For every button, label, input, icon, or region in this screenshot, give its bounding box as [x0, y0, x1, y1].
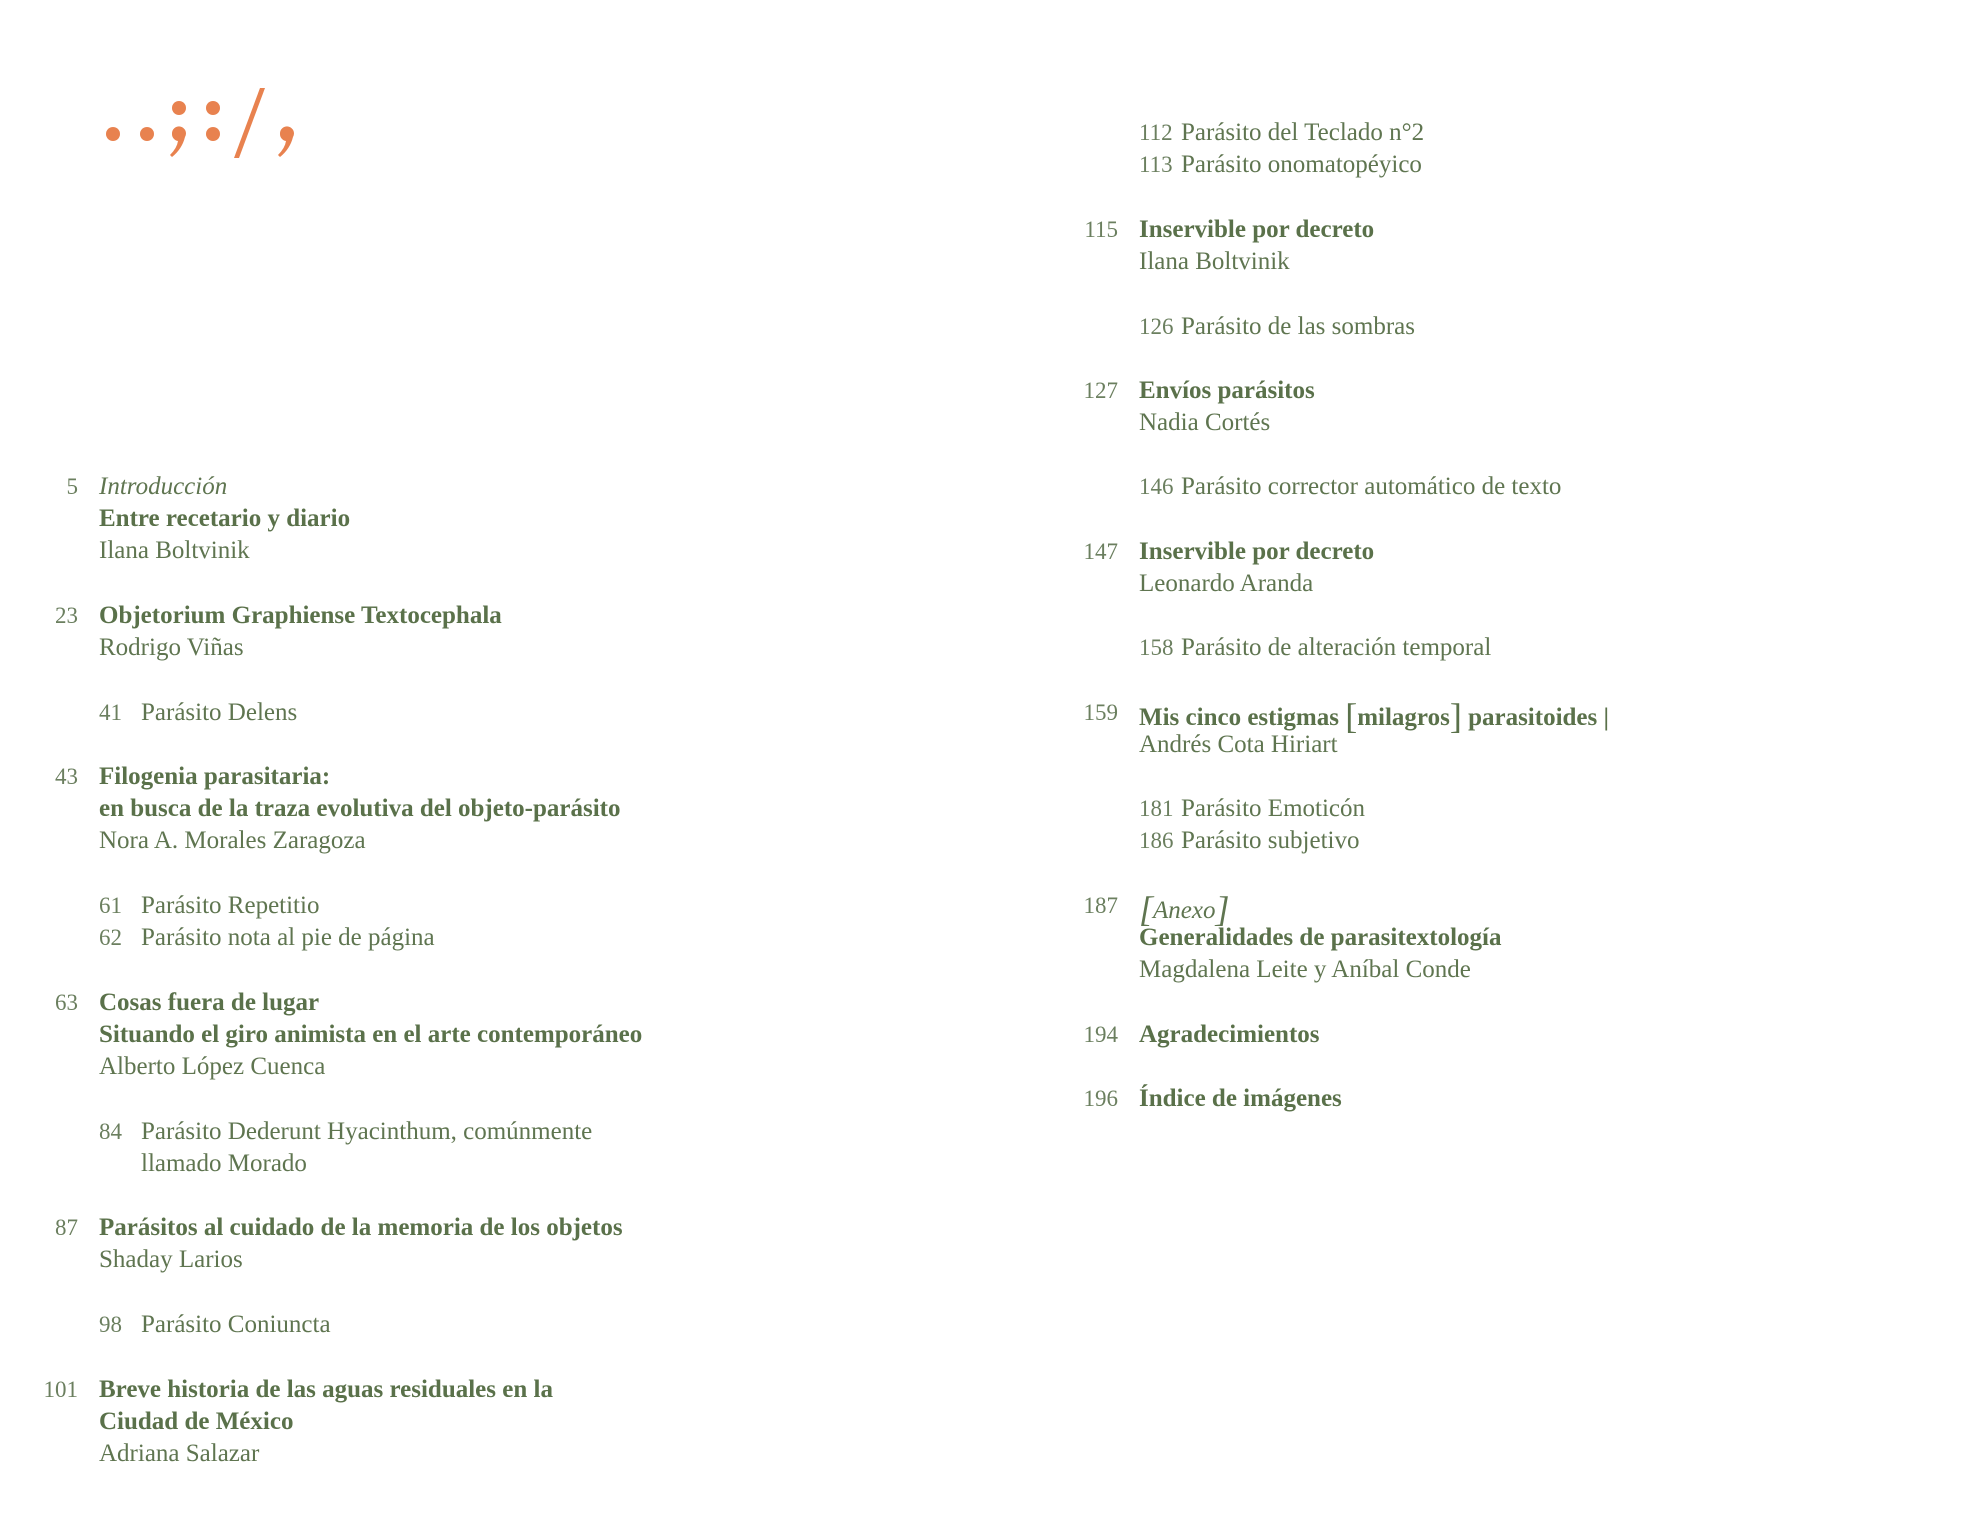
page-number: 187 [1083, 893, 1118, 918]
toc-subentry-delens[interactable] [40, 697, 800, 729]
toc-subentry-coniuncta[interactable] [40, 1309, 800, 1341]
toc-entry-indice-imagenes[interactable] [1080, 1083, 1840, 1115]
toc-entry-filogenia[interactable] [40, 761, 800, 857]
toc-entry-cosas-fuera-de-lugar[interactable] [40, 987, 800, 1083]
subentry-title: Parásito Emoticón [1181, 795, 1365, 822]
page-number: 126 [1139, 314, 1174, 339]
entry-title: Envíos parásitos [1139, 377, 1315, 404]
entry-title: Objetorium Graphiense Textocephala [99, 602, 502, 629]
page-number: 5 [66, 474, 78, 499]
toc-entry-agradecimientos[interactable] [1080, 1019, 1840, 1051]
page-number: 62 [99, 925, 122, 950]
logo-slash [234, 88, 265, 158]
entry-author: Ilana Boltvinik [1139, 248, 1290, 275]
subentry-title: Parásito de las sombras [1181, 313, 1415, 340]
subentry-title-continued: llamado Morado [141, 1150, 307, 1177]
toc-entry-mis-cinco-estigmas[interactable] [1080, 697, 1840, 761]
toc-subentry-sombras[interactable] [1080, 311, 1840, 343]
page-number: 181 [1139, 796, 1174, 821]
entry-title: Entre recetario y diario [99, 505, 351, 532]
toc-subentry-teclado[interactable] [1080, 117, 1840, 149]
logo-colon-dot-1 [206, 101, 220, 115]
close-bracket: ] [1215, 889, 1230, 929]
page-number: 23 [55, 603, 78, 628]
page-number: 113 [1139, 152, 1173, 177]
title-part-a: Mis cinco estigmas [1139, 704, 1339, 731]
subentry-title: Parásito Delens [141, 699, 298, 726]
subentry-title: Parásito de alteración temporal [1181, 634, 1492, 661]
entry-author: Ilana Boltvinik [99, 537, 250, 564]
logo-dot-1 [106, 127, 120, 141]
toc-entry-breve-historia[interactable] [40, 1374, 800, 1470]
logo-comma [278, 126, 294, 157]
toc-subentry-subjetivo[interactable] [1080, 825, 1840, 857]
subentry-title: Parásito subjetivo [1181, 827, 1360, 854]
entry-title: Filogenia parasitaria: [99, 763, 331, 790]
logo-semicolon-tail [170, 126, 186, 157]
toc-subentry-dederunt[interactable] [40, 1116, 800, 1180]
toc-subentry-onomatopeyico[interactable] [1080, 149, 1840, 181]
page-number: 115 [1084, 217, 1118, 242]
page-number: 87 [55, 1215, 78, 1240]
toc-entry-parasitos-al-cuidado[interactable] [40, 1212, 800, 1276]
page-number: 61 [99, 893, 122, 918]
open-bracket: [ [1139, 889, 1154, 929]
page-number: 43 [55, 764, 78, 789]
entry-title: Cosas fuera de lugar [99, 989, 320, 1016]
page-number: 147 [1083, 539, 1118, 564]
entry-title: Parásitos al cuidado de la memoria de los objetos [99, 1214, 623, 1241]
entry-author: Rodrigo Viñas [99, 634, 244, 661]
toc-entry-inservible-2[interactable] [1080, 536, 1840, 600]
entry-author: Alberto López Cuenca [99, 1053, 326, 1080]
entry-label: Introducción [99, 473, 228, 500]
toc-subentry-nota-al-pie[interactable] [40, 922, 800, 954]
entry-title: Agradecimientos [1139, 1021, 1320, 1048]
subentry-title: Parásito nota al pie de página [141, 924, 435, 951]
page-number: 101 [43, 1377, 78, 1402]
page-number: 196 [1083, 1086, 1118, 1111]
toc-subentry-emoticon[interactable] [1080, 793, 1840, 825]
entry-title: Inservible por decreto [1139, 216, 1375, 243]
entry-title: Índice de imágenes [1139, 1085, 1342, 1112]
page-number: 159 [1083, 700, 1118, 725]
entry-title-continued: Situando el giro animista en el arte contemporáneo [99, 1021, 643, 1048]
logo-colon-dot-2 [206, 127, 220, 141]
toc-entry-introduccion[interactable] [40, 471, 800, 567]
title-part-c: parasitoides | [1468, 704, 1609, 731]
page-number: 98 [99, 1312, 122, 1337]
subentry-title: Parásito onomatopéyico [1181, 151, 1422, 178]
entry-title-continued: en busca de la traza evolutiva del objeto-parásito [99, 795, 621, 822]
entry-author: Nadia Cortés [1139, 409, 1271, 436]
entry-author: Andrés Cota Hiriart [1139, 731, 1338, 758]
entry-title: Breve historia de las aguas residuales en la [99, 1376, 553, 1403]
subentry-title: Parásito Repetitio [141, 892, 320, 919]
open-bracket: [ [1345, 696, 1358, 736]
entry-title: Generalidades de parasitextología [1139, 924, 1502, 951]
page-number: 146 [1139, 474, 1174, 499]
entry-author: Shaday Larios [99, 1246, 243, 1273]
page-number: 63 [55, 990, 78, 1015]
page-number: 186 [1139, 828, 1174, 853]
toc-subentry-alteracion-temporal[interactable] [1080, 632, 1840, 664]
logo-dot-2 [140, 127, 154, 141]
toc-entry-objetorium[interactable] [40, 600, 800, 664]
toc-subentry-repetitio[interactable] [40, 890, 800, 922]
page-number: 41 [99, 700, 122, 725]
subentry-title: Parásito del Teclado n°2 [1181, 119, 1425, 146]
anexo-label: Anexo [1153, 897, 1216, 924]
page-number: 158 [1139, 635, 1174, 660]
entry-author: Leonardo Aranda [1139, 570, 1314, 597]
title-part-b: milagros [1357, 704, 1450, 731]
logo-semicolon-dot [172, 101, 186, 115]
page-number: 194 [1083, 1022, 1118, 1047]
page-number: 112 [1139, 120, 1173, 145]
entry-title-continued: Ciudad de México [99, 1408, 294, 1435]
subentry-title: Parásito Coniuncta [141, 1311, 331, 1338]
subentry-title: Parásito Dederunt Hyacinthum, comúnmente [141, 1118, 593, 1145]
toc-entry-inservible-1[interactable] [1080, 214, 1840, 278]
entry-author: Nora A. Morales Zaragoza [99, 827, 366, 854]
entry-author: Magdalena Leite y Aníbal Conde [1139, 956, 1471, 983]
subentry-title: Parásito corrector automático de texto [1181, 473, 1562, 500]
entry-title: Inservible por decreto [1139, 538, 1375, 565]
close-bracket: ] [1449, 696, 1462, 736]
entry-author: Adriana Salazar [99, 1440, 260, 1467]
page-number: 84 [99, 1119, 122, 1144]
publisher-logo [100, 62, 310, 172]
page-number: 127 [1083, 378, 1118, 403]
toc-subentry-corrector[interactable] [1080, 471, 1840, 503]
toc-entry-envios-parasitos[interactable] [1080, 375, 1840, 439]
toc-entry-anexo[interactable] [1080, 890, 1840, 986]
